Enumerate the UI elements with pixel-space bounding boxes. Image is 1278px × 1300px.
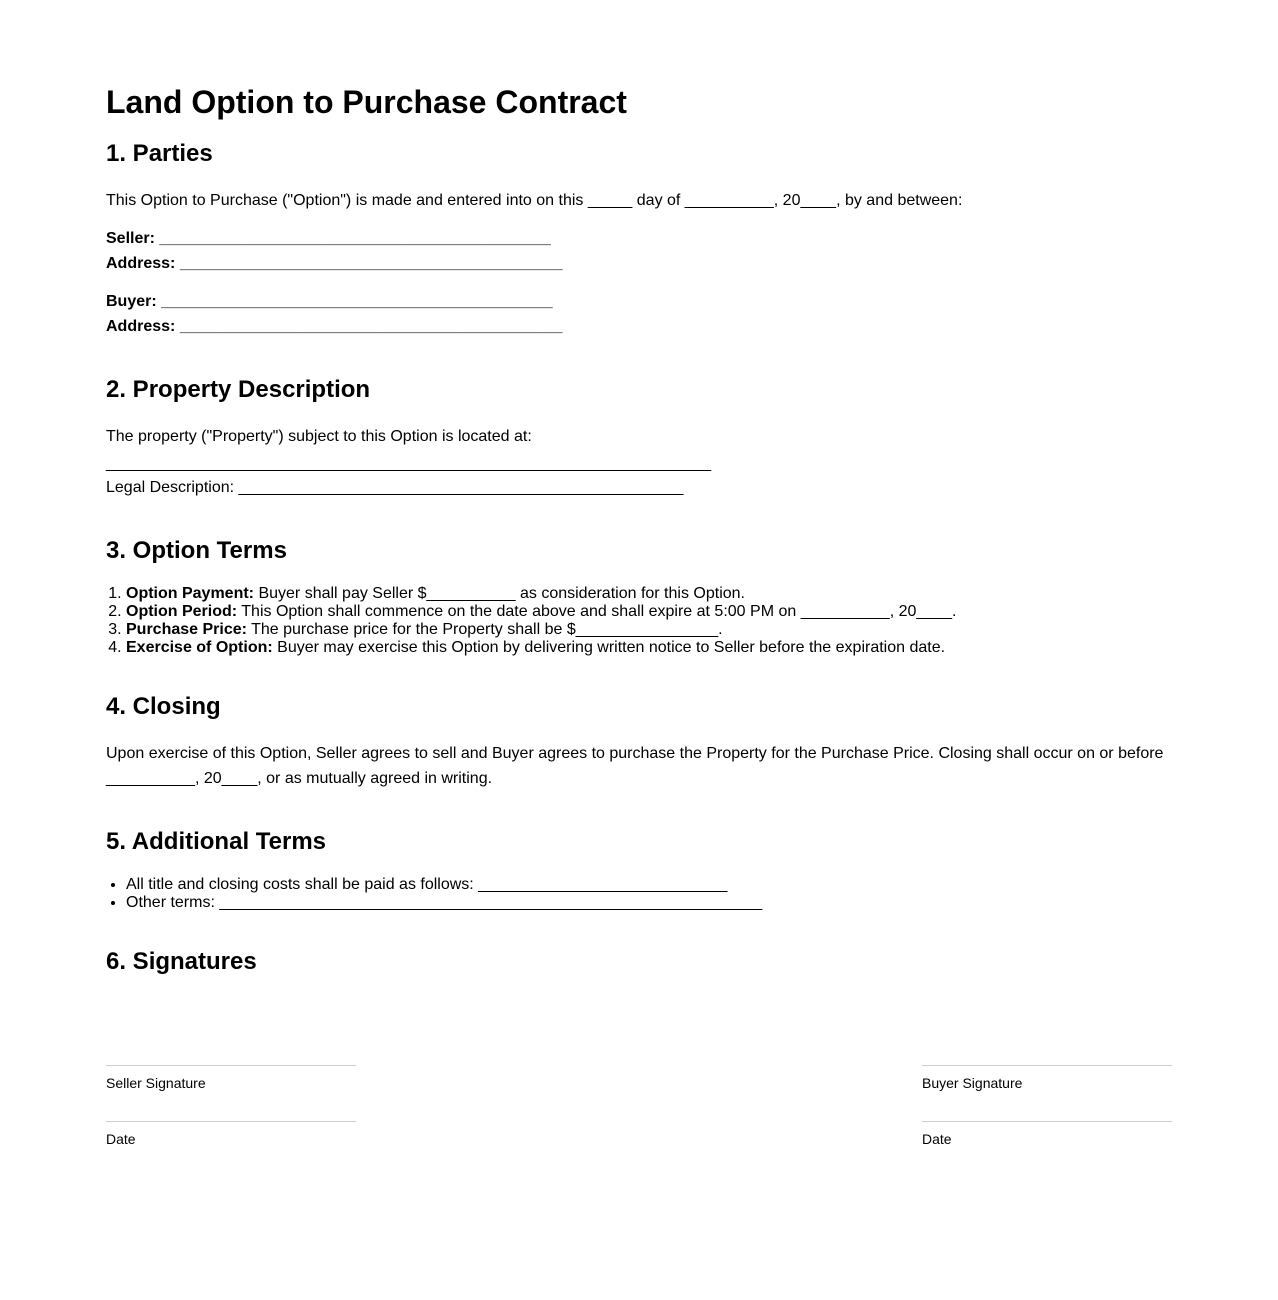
buyer-signature-block: [922, 1065, 1172, 1148]
buyer-address-label: Address:: [106, 318, 176, 335]
additional-terms-list: [106, 876, 762, 912]
seller-date-label: Date: [106, 1131, 136, 1147]
buyer-address-field[interactable]: [106, 317, 562, 337]
seller-blank[interactable]: ____________________________________________: [159, 230, 551, 247]
seller-address-field[interactable]: [106, 254, 562, 274]
option-terms-list: [106, 585, 956, 657]
buyer-field[interactable]: [106, 292, 553, 312]
seller-signature-label: Seller Signature: [106, 1075, 206, 1091]
section-heading-option-terms: 3. Option Terms: [106, 537, 287, 564]
legal-description-field[interactable]: [106, 478, 683, 498]
seller-address-blank[interactable]: ___________________________________________: [179, 255, 563, 272]
seller-date-line[interactable]: [106, 1121, 356, 1122]
buyer-signature-line[interactable]: [922, 1065, 1172, 1066]
document-title: Land Option to Purchase Contract: [106, 84, 627, 120]
property-address-blank[interactable]: ____________________________________________________________________: [106, 455, 712, 472]
seller-signature-block: [106, 1065, 356, 1148]
section-heading-additional-terms: 5. Additional Terms: [106, 828, 327, 855]
option-term-label: Purchase Price:: [126, 621, 247, 638]
property-intro: The property ("Property") subject to this Option is located at:: [106, 428, 532, 445]
option-term-label: Option Period:: [126, 603, 238, 620]
option-term-item: [126, 639, 956, 657]
section-heading-property: 2. Property Description: [106, 376, 371, 403]
option-term-text: Buyer may exercise this Option by delivering written notice to Seller before the expiration date.: [272, 639, 946, 656]
parties-intro: This Option to Purchase ("Option") is made and entered into on this _____ day of __________, 20____, by and between:: [106, 192, 963, 209]
seller-field[interactable]: [106, 229, 551, 249]
seller-address-label: Address:: [106, 255, 176, 272]
section-heading-parties: 1. Parties: [106, 140, 213, 167]
additional-term-item: • Other terms: _____________________________________________________________: [126, 894, 762, 912]
buyer-address-blank[interactable]: ___________________________________________: [179, 318, 563, 335]
buyer-date-line[interactable]: [922, 1121, 1172, 1122]
option-term-label: Exercise of Option:: [126, 639, 273, 656]
additional-term-item: • All title and closing costs shall be paid as follows: ____________________________: [126, 876, 762, 894]
option-term-text: This Option shall commence on the date above and shall expire at 5:00 PM on __________, 20____.: [237, 603, 957, 620]
option-term-label: Option Payment:: [126, 585, 255, 602]
legal-description-label: Legal Description:: [106, 479, 235, 496]
option-term-item: [126, 603, 956, 621]
section-heading-closing: 4. Closing: [106, 693, 221, 720]
closing-text: Upon exercise of this Option, Seller agrees to sell and Buyer agrees to purchase the Property for the Purchase Price. Closing shall occur on or before __________, 20____, or as mutually agreed in writing.: [106, 745, 1164, 787]
buyer-date-label: Date: [922, 1131, 952, 1147]
section-heading-signatures: 6. Signatures: [106, 948, 257, 975]
buyer-blank[interactable]: ____________________________________________: [161, 293, 553, 310]
option-term-item: [126, 621, 956, 639]
buyer-signature-label: Buyer Signature: [922, 1075, 1023, 1091]
seller-signature-line[interactable]: [106, 1065, 356, 1066]
option-term-text: Buyer shall pay Seller $__________ as consideration for this Option.: [254, 585, 745, 602]
legal-description-blank[interactable]: __________________________________________________: [238, 479, 684, 496]
option-term-item: [126, 585, 956, 603]
seller-label: Seller:: [106, 230, 155, 247]
buyer-label: Buyer:: [106, 293, 157, 310]
option-term-text: The purchase price for the Property shall be $________________.: [246, 621, 723, 638]
